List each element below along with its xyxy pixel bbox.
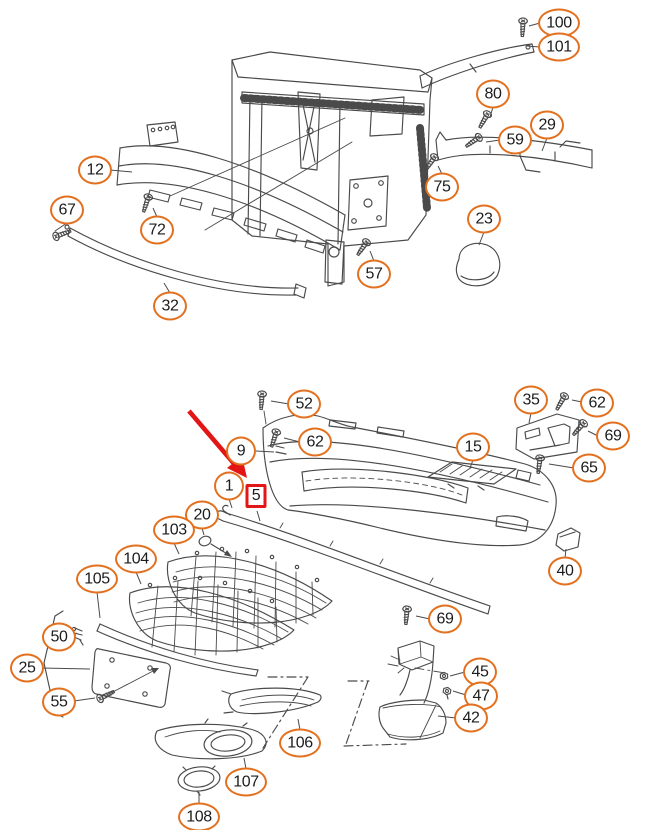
callout-103[interactable]: [153, 516, 195, 545]
callout-label: 100: [546, 14, 572, 31]
callout-label: 1: [224, 477, 234, 494]
callout-15[interactable]: [456, 433, 490, 462]
callout-label: 80: [484, 85, 502, 102]
callout-label: 52: [295, 395, 313, 412]
callout-80[interactable]: [476, 80, 510, 109]
callout-62[interactable]: [580, 389, 614, 418]
callout-25[interactable]: [10, 654, 44, 683]
callout-label: 105: [84, 570, 110, 587]
callout-label: 47: [472, 687, 490, 704]
callout-label: 62: [588, 394, 606, 411]
callout-label: 23: [475, 210, 493, 227]
callout-label: 106: [287, 734, 313, 751]
callout-label: 50: [50, 628, 68, 645]
callout-69[interactable]: [428, 605, 462, 634]
callout-23[interactable]: [467, 205, 501, 234]
callout-105[interactable]: [76, 565, 118, 594]
callout-label: 101: [546, 38, 572, 55]
callout-107[interactable]: [225, 768, 267, 797]
callout-label: 75: [433, 178, 451, 195]
callout-32[interactable]: [153, 292, 187, 321]
callout-104[interactable]: [115, 545, 157, 574]
callout-label: 25: [18, 659, 36, 676]
callout-label: 20: [193, 506, 211, 523]
callout-label: 65: [580, 459, 598, 476]
callout-65[interactable]: [572, 454, 606, 483]
callout-42[interactable]: [454, 704, 488, 733]
callout-label: 104: [123, 550, 149, 567]
callout-62[interactable]: [298, 428, 332, 457]
callout-label: 103: [161, 521, 187, 538]
callout-label: 69: [604, 427, 622, 444]
callout-label: 42: [462, 709, 480, 726]
callout-1[interactable]: [214, 472, 244, 501]
callout-label: 57: [365, 265, 383, 282]
callout-label: 45: [471, 663, 489, 680]
callout-label: 12: [86, 161, 104, 178]
callout-50[interactable]: [42, 623, 76, 652]
callout-label: 107: [233, 773, 259, 790]
callout-29[interactable]: [530, 111, 564, 140]
callout-label: 5: [251, 487, 261, 504]
callout-label: 9: [236, 442, 246, 459]
callout-9[interactable]: [226, 437, 256, 466]
callout-101[interactable]: [538, 33, 580, 62]
callout-label: 15: [464, 438, 482, 455]
callout-label: 29: [538, 116, 556, 133]
callout-40[interactable]: [548, 557, 582, 586]
callout-label: 62: [306, 433, 324, 450]
callout-75[interactable]: [425, 173, 459, 202]
callout-label: 32: [161, 297, 179, 314]
callout-59[interactable]: [498, 126, 532, 155]
callout-72[interactable]: [140, 216, 174, 245]
callout-12[interactable]: [78, 156, 112, 185]
callout-67[interactable]: [50, 196, 84, 225]
callout-label: 67: [58, 201, 76, 218]
callout-label: 40: [556, 562, 574, 579]
callout-label: 108: [186, 808, 212, 825]
callout-label: 59: [506, 131, 524, 148]
callout-label: 35: [522, 391, 540, 408]
callout-5[interactable]: [246, 484, 267, 508]
callout-label: 55: [50, 693, 68, 710]
callout-52[interactable]: [287, 390, 321, 419]
callout-35[interactable]: [514, 386, 548, 415]
callout-label: 72: [148, 221, 166, 238]
callout-57[interactable]: [357, 260, 391, 289]
callout-69[interactable]: [596, 422, 630, 451]
callout-55[interactable]: [42, 688, 76, 717]
callout-108[interactable]: [178, 803, 220, 830]
callout-106[interactable]: [279, 729, 321, 758]
callout-label: 69: [436, 610, 454, 627]
